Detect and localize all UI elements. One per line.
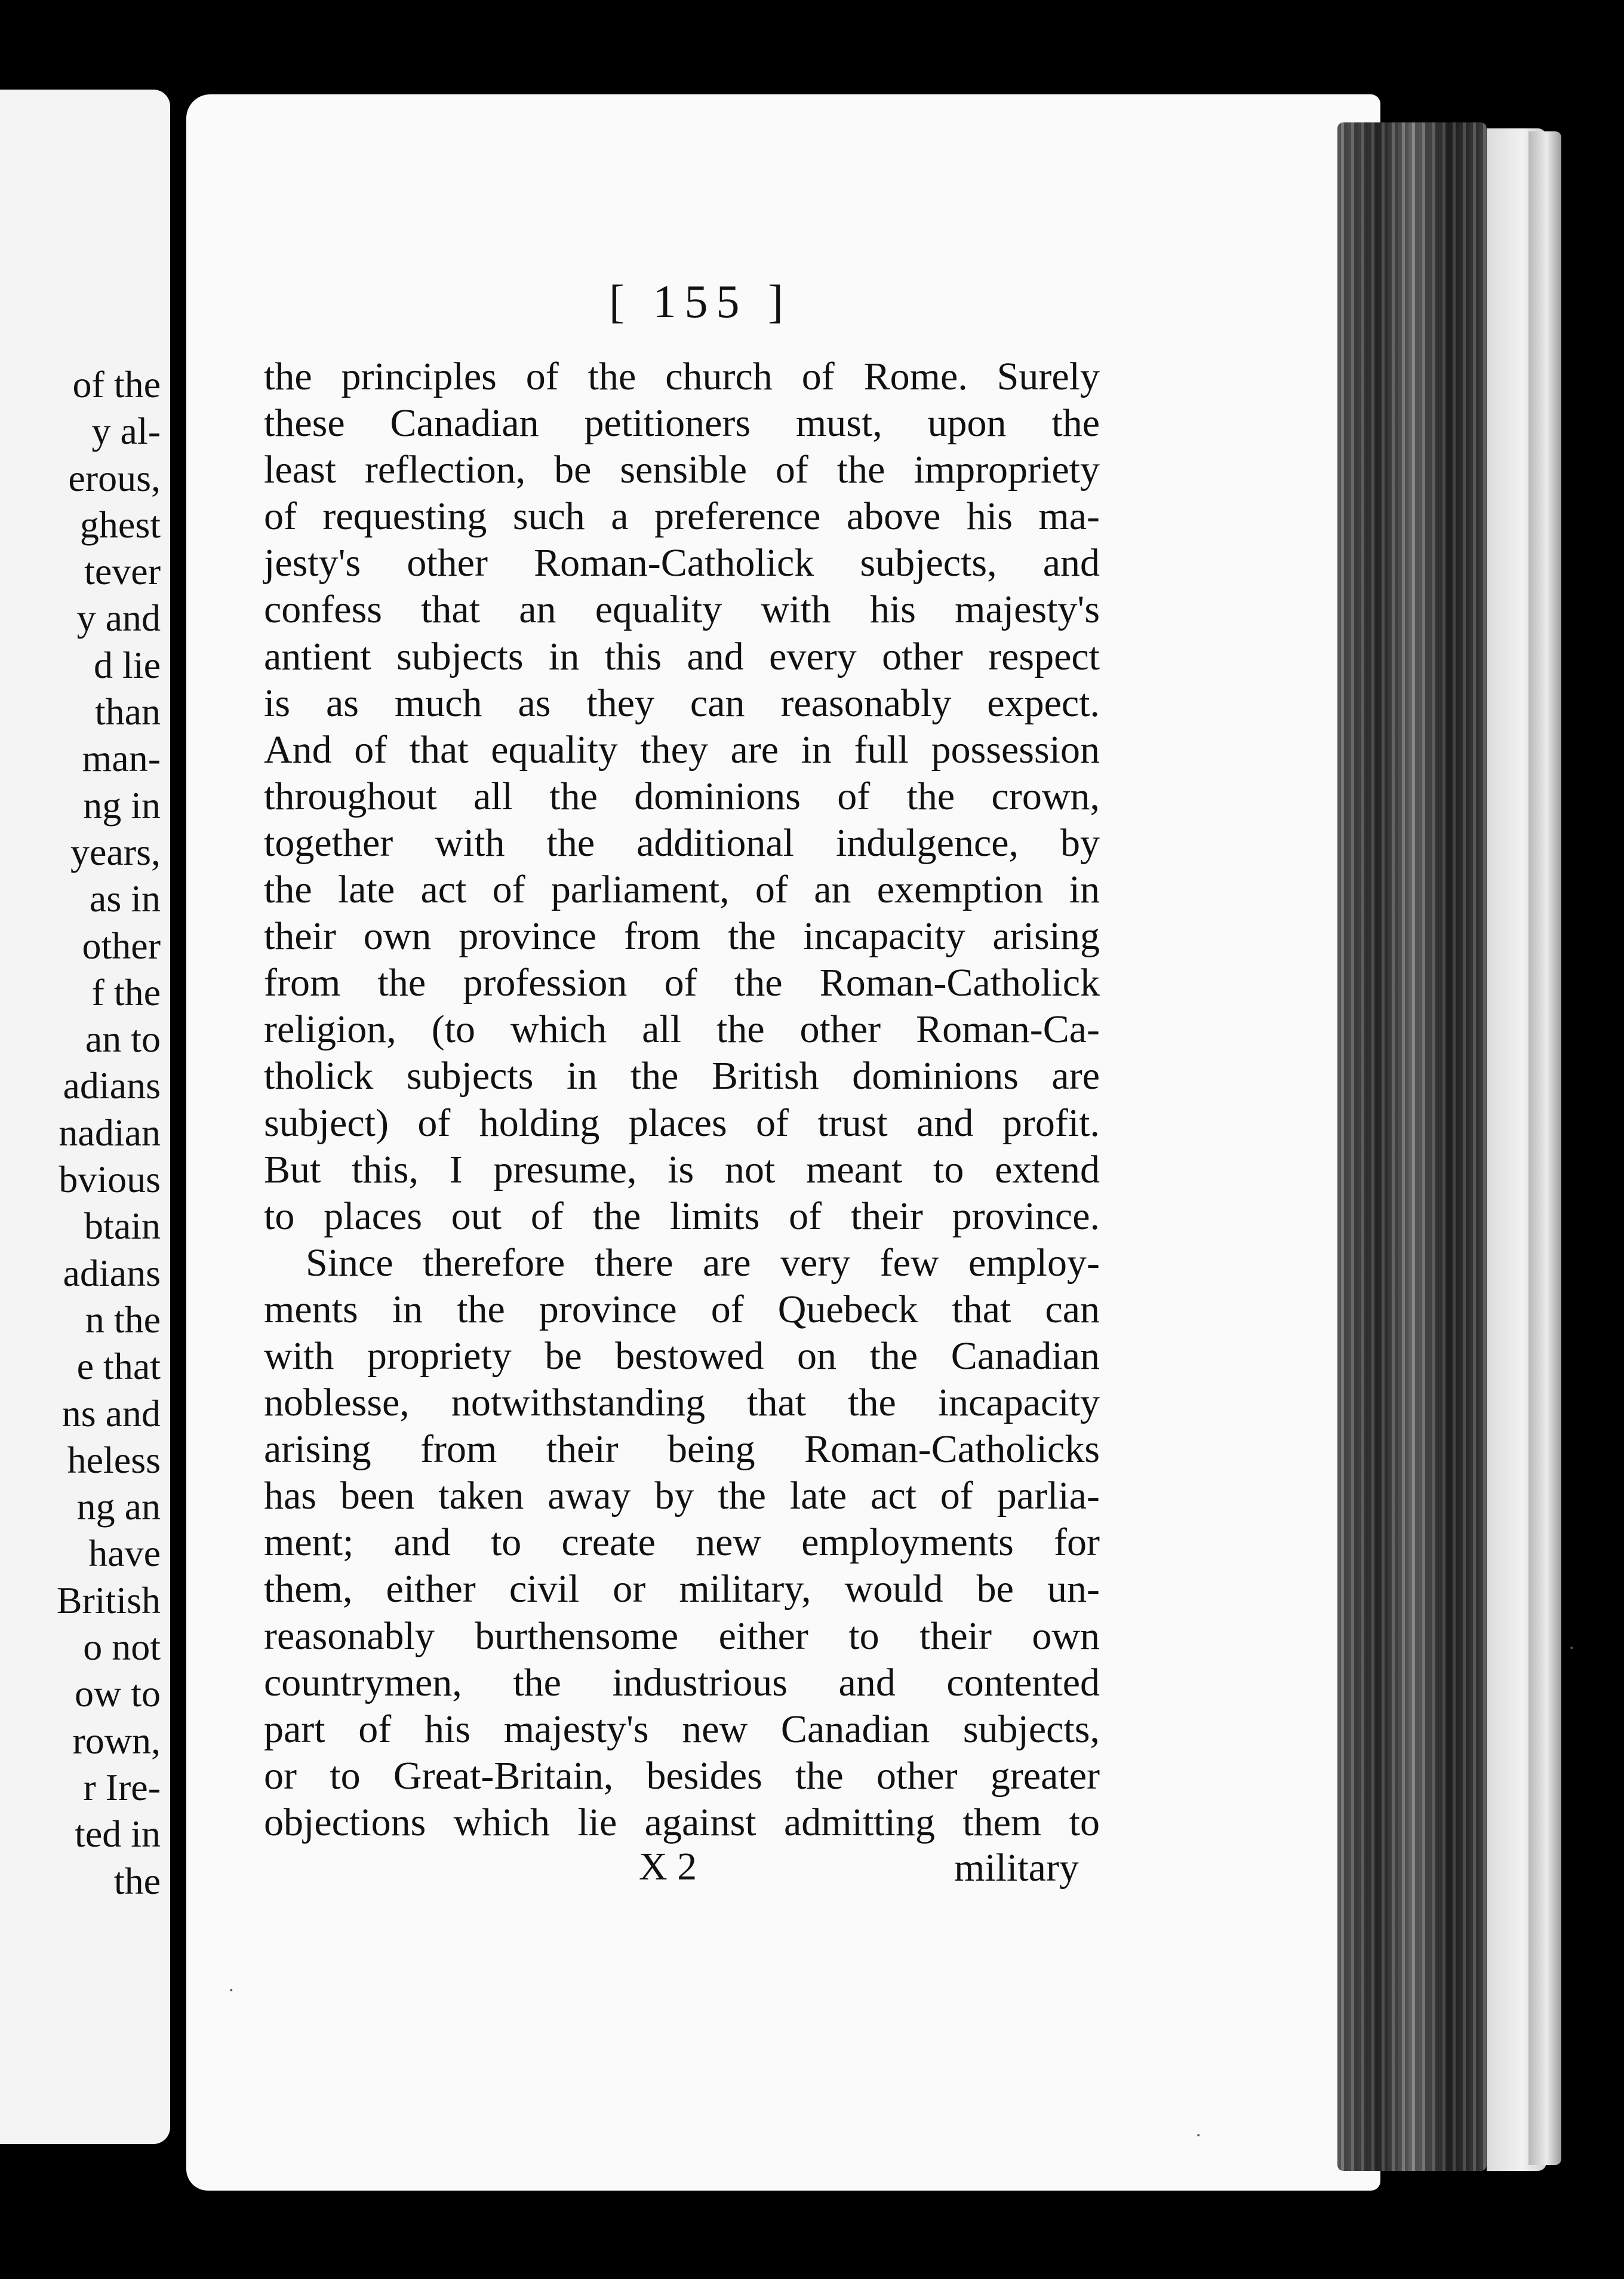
text-line: antient subjects in this and every other respect bbox=[264, 634, 1100, 678]
left-page-line: adians bbox=[63, 1064, 161, 1107]
left-page-line: rown, bbox=[72, 1719, 161, 1762]
left-page-line: years, bbox=[70, 830, 161, 873]
left-page-line: British bbox=[56, 1578, 161, 1621]
text-line: throughout all the dominions of the crown, bbox=[264, 774, 1100, 818]
left-page-line: as in bbox=[89, 877, 161, 920]
left-page-line: have bbox=[88, 1532, 161, 1575]
left-page-line: ow to bbox=[75, 1672, 161, 1715]
text-line: ment; and to create new employments for bbox=[264, 1521, 1100, 1565]
left-page-line: tever bbox=[84, 550, 161, 593]
paragraph-first-line: Since therefore there are very few employ- bbox=[306, 1240, 1100, 1285]
left-page-line: the bbox=[113, 1859, 161, 1902]
text-line: them, either civil or military, would be un- bbox=[264, 1567, 1100, 1611]
text-line: part of his majesty's new Canadian subjects, bbox=[264, 1707, 1100, 1751]
left-page-line: e that bbox=[76, 1345, 161, 1388]
left-page-line: bvious bbox=[59, 1158, 161, 1201]
left-facing-page bbox=[0, 90, 170, 2144]
left-page-line: y and bbox=[76, 597, 161, 640]
left-page-line: f the bbox=[91, 970, 161, 1013]
text-line: arising from their being Roman-Catholicks bbox=[264, 1427, 1100, 1472]
signature-mark: X 2 bbox=[639, 1845, 697, 1888]
left-page-line: ghest bbox=[79, 503, 161, 546]
text-line: jesty's other Roman-Catholick subjects, and bbox=[264, 541, 1100, 585]
text-line: subject) of holding places of trust and profit. bbox=[264, 1101, 1100, 1145]
left-page-line: o not bbox=[83, 1626, 161, 1669]
left-page-line: r Ire- bbox=[83, 1765, 161, 1808]
text-line: of requesting such a preference above his ma- bbox=[264, 494, 1100, 539]
text-line: But this, I presume, is not meant to extend bbox=[264, 1147, 1100, 1191]
left-page-line: heless bbox=[67, 1438, 161, 1481]
text-line: confess that an equality with his majesty's bbox=[264, 588, 1100, 632]
left-page-line: than bbox=[94, 690, 161, 733]
text-line: tholick subjects in the British dominions are bbox=[264, 1054, 1100, 1098]
text-line: countrymen, the industrious and contented bbox=[264, 1660, 1100, 1704]
text-line: their own province from the incapacity arising bbox=[264, 914, 1100, 959]
text-line: reasonably burthensome either to their own bbox=[264, 1614, 1100, 1658]
page-number-header: [ 155 ] bbox=[609, 275, 792, 327]
text-line: or to Great-Britain, besides the other greater bbox=[264, 1753, 1100, 1798]
left-page-line: adians bbox=[63, 1251, 161, 1294]
text-line: ments in the province of Quebeck that can bbox=[264, 1287, 1100, 1331]
text-line: the late act of parliament, of an exemption in bbox=[264, 868, 1100, 912]
left-page-line: of the bbox=[72, 363, 161, 406]
text-line: religion, (to which all the other Roman-Ca- bbox=[264, 1008, 1100, 1052]
left-page-line: other bbox=[82, 924, 161, 967]
text-line: from the profession of the Roman-Catholick bbox=[264, 961, 1100, 1005]
left-page-text bbox=[57, 361, 161, 1905]
book-edge-outer bbox=[1528, 131, 1561, 2165]
text-line: with propriety be bestowed on the Canadian bbox=[264, 1334, 1100, 1378]
text-line: noblesse, notwithstanding that the incapacity bbox=[264, 1381, 1100, 1425]
speck: . bbox=[1196, 2119, 1201, 2141]
book-page-edges bbox=[1337, 122, 1487, 2171]
left-page-line: man- bbox=[82, 737, 161, 780]
text-line: objections which lie against admitting them to bbox=[264, 1800, 1100, 1844]
left-page-line: nadian bbox=[59, 1111, 161, 1154]
left-page-line: n the bbox=[85, 1298, 161, 1341]
left-page-line: erous, bbox=[68, 456, 161, 499]
left-page-line: ted in bbox=[75, 1813, 161, 1856]
text-line: has been taken away by the late act of parlia- bbox=[264, 1474, 1100, 1518]
text-line: these Canadian petitioners must, upon the bbox=[264, 401, 1100, 446]
text-line: the principles of the church of Rome. Surely bbox=[264, 355, 1100, 398]
catchword: military bbox=[954, 1846, 1079, 1890]
main-page-text bbox=[264, 354, 1100, 1846]
left-page-line: btain bbox=[84, 1205, 161, 1248]
left-page-line: ng an bbox=[76, 1485, 161, 1528]
text-line: to places out of the limits of their province. bbox=[264, 1194, 1100, 1238]
speck: . bbox=[1569, 1632, 1574, 1654]
text-line: is as much as they can reasonably expect. bbox=[264, 681, 1100, 725]
text-line: together with the additional indulgence, by bbox=[264, 821, 1100, 865]
left-page-line: an to bbox=[85, 1018, 161, 1061]
text-line: And of that equality they are in full possession bbox=[264, 727, 1100, 772]
speck: . bbox=[229, 1974, 234, 1996]
left-page-line: ns and bbox=[61, 1392, 161, 1435]
text-line: least reflection, be sensible of the impropriety bbox=[264, 448, 1100, 492]
left-page-line: y al- bbox=[91, 410, 161, 453]
left-page-line: d lie bbox=[94, 643, 161, 686]
left-page-line: ng in bbox=[83, 784, 161, 827]
